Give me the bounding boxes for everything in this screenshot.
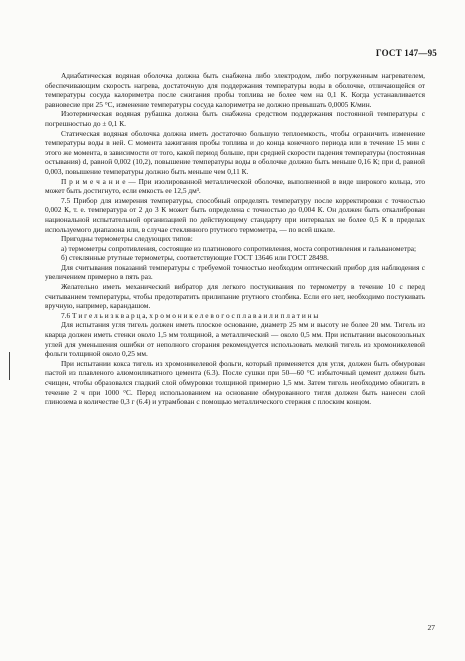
paragraph-vibrator: Желательно иметь механический вибратор для легкого постукивания по термометру в течение 10 с перед считыванием температуры, чтобы предотвратить прилипание ртутного столбика. Если его нет, необходимо постукивать вручную, например, карандашом. [45,282,425,311]
page-number: 27 [427,623,435,632]
margin-mark [9,352,10,380]
paragraph-item-b: б) стеклянные ртутные термометры, соответствующие ГОСТ 13646 или ГОСТ 28498. [61,253,329,263]
paragraph-coal-crucible: Для испытания угля тигель должен иметь плоское основание, диаметр 25 мм и высоту не более 20 мм. Тигель из кварца должен иметь стенки около 1,5 мм толщиной, а металлический — около 0,5 мм. При испытании высокозольных углей для уменьшения ошибки от неполного сгорания рекомендуется использовать мелкий тигель из хромоникелевой фольги толщиной около 0,25 мм. [45,320,425,359]
paragraph-note: П р и м е ч а н и е — При изолированной металлической оболочке, выполненной в виде широкого кольца, это может быть достигнуто, если емкость ее 12,5 дм³. [45,176,425,196]
paragraph-adiabatic: Адиабатическая водяная оболочка должна быть снабжена либо электродом, либо погруженным нагревателем, обеспечивающим скорость нагрева, достаточную для поддержания температуры воды в оболочке, отличающейся от температуры сосуда калориметра после сжигания пробы топлива не более чем на 0,1 К. Когда устанавливается равновесие при 25 °С, изменение температуры сосуда калориметра не должно превышать 0,0005 К/мин. [45,71,425,109]
standard-header: ГОСТ 147—95 [375,48,437,58]
paragraph-isothermal: Изотермическая водяная рубашка должна быть снабжена средством поддержания постоянной температуры с погрешностью до ± 0,1 К. [45,109,425,128]
paragraph-optical: Для считывания показаний температуры с требуемой точностью необходим оптический прибор для наблюдения с увеличением примерно в пять раз. [45,262,425,282]
paragraph-7-5: 7.5 Прибор для измерения температуры, способный определять температуру после корректировки с точностью 0,002 К, т. е. температура от 2 до 3 К может быть определена с точностью до 0,004 К. Он должен быть откалиброван национальной испытательной организацией по действующему стандарту при интервалах не более 0,5 К в пределах используемого диапазона или, в случае стеклянного ртутного термометра, — по всей шкале. [45,195,425,234]
paragraph-7-6-heading: 7.6 Т и г е л ь и з к в а р ц а, х р о м о н и к е л е в о г о с п л а в а и л и п л а т и н ы [61,310,319,320]
paragraph-coke-crucible: При испытании кокса тигель из хромоникелевой фольги, который применяется для угля, должен быть обмурован пастой из плавленого алюмоиликатного цемента (6.3). После сушки при 50—60 °С избыточный цемент должен быть счищен, чтобы образовался гладкий слой обмуровки толщиной примерно 1,5 мм. Затем тигель необходимо обжигать в течение 2 ч при 1000 °С. Перед использованием на основание обмурованного тигля должен быть нанесен слой глинозема в количестве 0,3 г (6.4) и утрамбован с помощью металлического стержня с плоским концом. [45,358,425,407]
paragraph-item-a: а) термометры сопротивления, состоящие из платинового сопротивления, моста сопротивления и гальванометра; [61,243,417,253]
body-text [45,71,425,407]
paragraph-static: Статическая водяная оболочка должна иметь достаточно большую теплоемкость, чтобы ограничить изменение температуры воды в ней. С момента зажигания пробы топлива и до конца конечного периода или в течение 15 мин с этого же момента, в зависимости от того, какой период больше, при средней скорости падения температуры (постоянная остывания) d, равной 0,002 (10,2), повышение температуры воды в оболочке должно быть меньше 0,16 К; при d, равной 0,003, повышение температуры должно быть меньше чем 0,11 К. [45,128,425,176]
paragraph-thermometer-types: Пригодны термометры следующих типов: [61,234,193,244]
